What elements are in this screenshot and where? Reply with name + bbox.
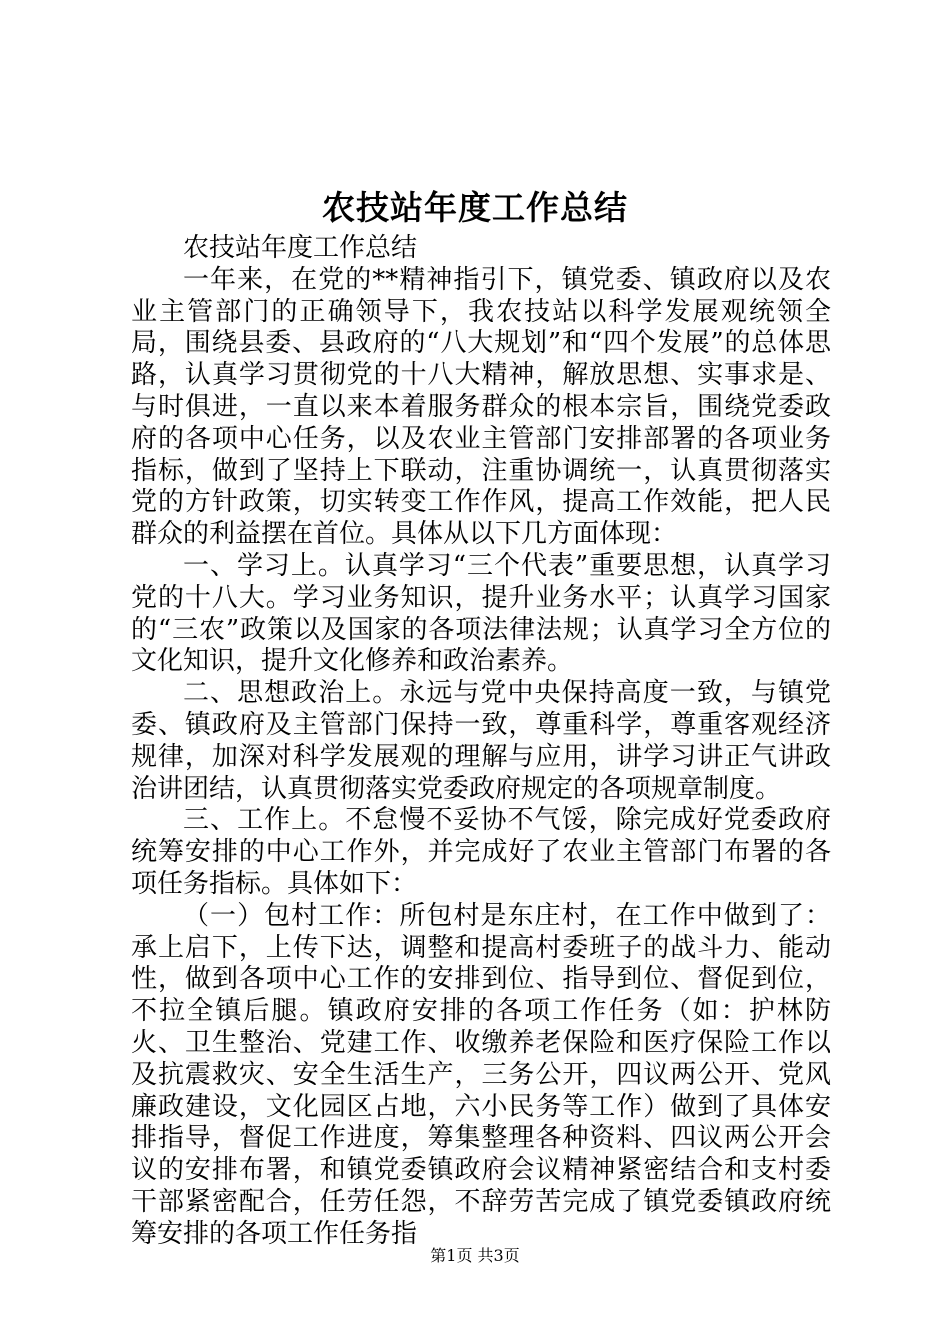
body-paragraph-study: 一、学习上。认真学习“三个代表”重要思想，认真学习党的十八大。学习业务知识，提升业务水平；认真学习国家的“三农”政策以及国家的各项法律法规；认真学习全方位的文化知识，提升文化修养和政治素养。 — [131, 550, 831, 677]
body-paragraph-village-work: （一）包村工作：所包村是东庄村，在工作中做到了：承上启下，上传下达，调整和提高村委班子的战斗力、能动性，做到各项中心工作的安排到位、指导到位、督促到位，不拉全镇后腿。镇政府安排的各项工作任务（如：护林防火、卫生整治、党建工作、收缴养老保险和医疗保险工作以及抗震救灾、安全生活生产，三务公开，四议两公开、党风廉政建设，文化园区占地，六小民务等工作）做到了具体安排指导，督促工作进度，筹集整理各种资料、四议两公开会议的安排布署，和镇党委镇政府会议精神紧密结合和支村委干部紧密配合，任劳任怨，不辞劳苦完成了镇党委镇政府统筹安排的各项工作任务指 — [131, 900, 831, 1249]
body-paragraph-subtitle: 农技站年度工作总结 — [183, 233, 418, 263]
document-body — [131, 233, 831, 1251]
body-paragraph-intro: 一年来，在党的**精神指引下，镇党委、镇政府以及农业主管部门的正确领导下，我农技站以科学发展观统领全局，围绕县委、县政府的“八大规划”和“四个发展”的总体思路，认真学习贯彻党的十八大精神，解放思想、实事求是、与时俱进，一直以来本着服务群众的根本宗旨，围绕党委政府的各项中心任务，以及农业主管部门安排部署的各项业务指标，做到了坚持上下联动，注重协调统一，认真贯彻落实党的方针政策，切实转变工作作风，提高工作效能，把人民群众的利益摆在首位。具体从以下几方面体现： — [131, 264, 831, 550]
body-paragraph-politics: 二、思想政治上。永远与党中央保持高度一致，与镇党委、镇政府及主管部门保持一致，尊重科学，尊重客观经济规律，加深对科学发展观的理解与应用，讲学习讲正气讲政治讲团结，认真贯彻落实党委政府规定的各项规章制度。 — [131, 678, 831, 804]
body-paragraph-work: 三、工作上。不怠慢不妥协不气馁，除完成好党委政府统筹安排的中心工作外，并完成好了农业主管部门布署的各项任务指标。具体如下： — [131, 805, 831, 899]
document-title: 农技站年度工作总结 — [322, 188, 628, 227]
page-footer: 第1页 共3页 — [430, 1246, 520, 1265]
